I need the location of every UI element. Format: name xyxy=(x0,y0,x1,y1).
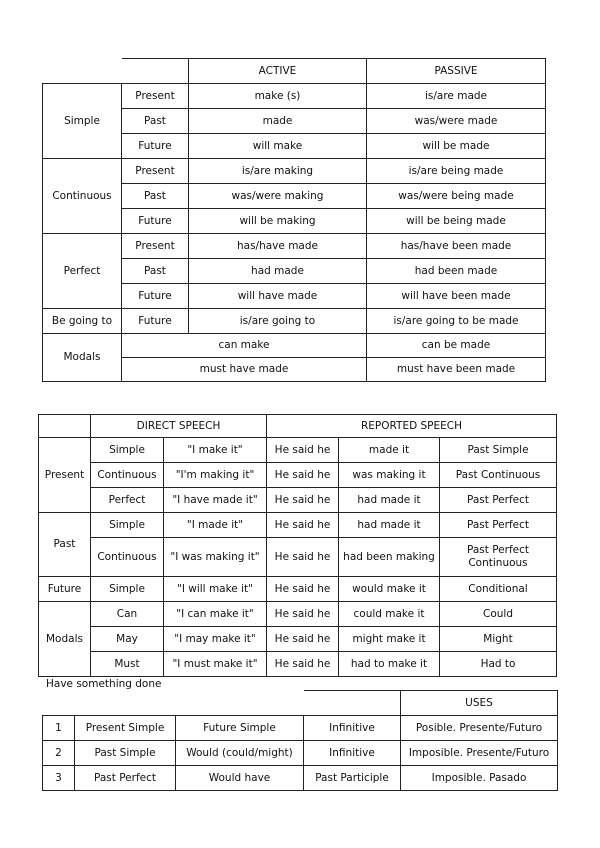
passive-cell: will be being made xyxy=(367,209,546,234)
tense-cell: Past Perfect xyxy=(440,513,557,538)
blank-cell xyxy=(43,59,122,84)
group-present: Present xyxy=(39,438,91,513)
passive-cell: is/are going to be made xyxy=(367,309,546,334)
tense-cell: Past xyxy=(122,184,189,209)
passive-cell: is/are being made xyxy=(367,159,546,184)
blank-cell xyxy=(75,691,176,716)
tense-cell: Present Simple xyxy=(75,716,176,741)
form-cell: Continuous xyxy=(91,538,164,577)
tense-cell: Might xyxy=(440,627,557,652)
group-future: Future xyxy=(39,577,91,602)
reported-cell: was making it xyxy=(339,463,440,488)
reported-speech-table xyxy=(38,414,557,677)
group-going-to: Be going to xyxy=(43,309,122,334)
form-cell: Simple xyxy=(91,438,164,463)
said-cell: He said he xyxy=(267,488,339,513)
blank-cell xyxy=(304,691,401,716)
active-cell: is/are going to xyxy=(189,309,367,334)
reported-cell: would make it xyxy=(339,577,440,602)
direct-cell: "I must make it" xyxy=(164,652,267,677)
aux-cell: Would have xyxy=(176,766,304,791)
tense-cell: Past xyxy=(122,259,189,284)
group-simple: Simple xyxy=(43,84,122,159)
tense-cell: Conditional xyxy=(440,577,557,602)
use-cell: Posible. Presente/Futuro xyxy=(401,716,558,741)
tense-cell: Past xyxy=(122,109,189,134)
blank-cell xyxy=(176,691,304,716)
verb-cell: Infinitive xyxy=(304,716,401,741)
group-past: Past xyxy=(39,513,91,577)
row-number: 1 xyxy=(43,716,75,741)
form-cell: Perfect xyxy=(91,488,164,513)
said-cell: He said he xyxy=(267,602,339,627)
active-cell: will make xyxy=(189,134,367,159)
tense-cell: Could xyxy=(440,602,557,627)
active-cell: will be making xyxy=(189,209,367,234)
tense-cell: Present xyxy=(122,84,189,109)
active-cell: make (s) xyxy=(189,84,367,109)
passive-cell: has/have been made xyxy=(367,234,546,259)
active-header: ACTIVE xyxy=(189,59,367,84)
group-modals: Modals xyxy=(43,334,122,382)
modal-passive-cell: can be made xyxy=(367,334,546,358)
use-cell: Imposible. Presente/Futuro xyxy=(401,741,558,766)
active-cell: will have made xyxy=(189,284,367,309)
direct-cell: "I may make it" xyxy=(164,627,267,652)
said-cell: He said he xyxy=(267,513,339,538)
modal-passive-cell: must have been made xyxy=(367,358,546,382)
tense-cell: Past Perfect Continuous xyxy=(440,538,557,577)
reported-cell: might make it xyxy=(339,627,440,652)
active-cell: made xyxy=(189,109,367,134)
group-modals: Modals xyxy=(39,602,91,677)
direct-cell: "I have made it" xyxy=(164,488,267,513)
reported-cell: had been making xyxy=(339,538,440,577)
reported-cell: could make it xyxy=(339,602,440,627)
row-number: 3 xyxy=(43,766,75,791)
tense-cell: Future xyxy=(122,134,189,159)
reported-speech-header: REPORTED SPEECH xyxy=(267,415,557,438)
tense-cell: Past Perfect xyxy=(75,766,176,791)
form-cell: Continuous xyxy=(91,463,164,488)
have-something-done-title: Have something done xyxy=(46,678,162,690)
passive-cell: will have been made xyxy=(367,284,546,309)
uses-header: USES xyxy=(401,691,558,716)
said-cell: He said he xyxy=(267,463,339,488)
said-cell: He said he xyxy=(267,538,339,577)
direct-cell: "I will make it" xyxy=(164,577,267,602)
blank-cell xyxy=(39,415,91,438)
said-cell: He said he xyxy=(267,627,339,652)
active-cell: is/are making xyxy=(189,159,367,184)
passive-header: PASSIVE xyxy=(367,59,546,84)
modal-active-cell: can make xyxy=(122,334,367,358)
direct-cell: "I can make it" xyxy=(164,602,267,627)
active-passive-table xyxy=(42,58,546,382)
form-cell: Simple xyxy=(91,513,164,538)
tense-cell: Had to xyxy=(440,652,557,677)
said-cell: He said he xyxy=(267,652,339,677)
said-cell: He said he xyxy=(267,438,339,463)
form-cell: May xyxy=(91,627,164,652)
passive-cell: is/are made xyxy=(367,84,546,109)
form-cell: Simple xyxy=(91,577,164,602)
direct-cell: "I'm making it" xyxy=(164,463,267,488)
passive-cell: had been made xyxy=(367,259,546,284)
blank-cell xyxy=(43,691,75,716)
tense-cell: Past Simple xyxy=(440,438,557,463)
group-continuous: Continuous xyxy=(43,159,122,234)
direct-speech-header: DIRECT SPEECH xyxy=(91,415,267,438)
tense-cell: Future xyxy=(122,309,189,334)
direct-cell: "I made it" xyxy=(164,513,267,538)
said-cell: He said he xyxy=(267,577,339,602)
reported-cell: had made it xyxy=(339,488,440,513)
passive-cell: will be made xyxy=(367,134,546,159)
direct-cell: "I was making it" xyxy=(164,538,267,577)
tense-cell: Past Simple xyxy=(75,741,176,766)
have-something-done-table xyxy=(42,690,558,791)
group-perfect: Perfect xyxy=(43,234,122,309)
form-cell: Can xyxy=(91,602,164,627)
tense-cell: Past Perfect xyxy=(440,488,557,513)
tense-cell: Future xyxy=(122,209,189,234)
active-cell: had made xyxy=(189,259,367,284)
tense-cell: Present xyxy=(122,234,189,259)
reported-cell: had to make it xyxy=(339,652,440,677)
direct-cell: "I make it" xyxy=(164,438,267,463)
verb-cell: Infinitive xyxy=(304,741,401,766)
blank-cell xyxy=(122,59,189,84)
aux-cell: Would (could/might) xyxy=(176,741,304,766)
active-cell: has/have made xyxy=(189,234,367,259)
tense-cell: Future xyxy=(122,284,189,309)
passive-cell: was/were being made xyxy=(367,184,546,209)
aux-cell: Future Simple xyxy=(176,716,304,741)
reported-cell: made it xyxy=(339,438,440,463)
modal-active-cell: must have made xyxy=(122,358,367,382)
tense-cell: Past Continuous xyxy=(440,463,557,488)
row-number: 2 xyxy=(43,741,75,766)
reported-cell: had made it xyxy=(339,513,440,538)
form-cell: Must xyxy=(91,652,164,677)
passive-cell: was/were made xyxy=(367,109,546,134)
tense-cell: Present xyxy=(122,159,189,184)
use-cell: Imposible. Pasado xyxy=(401,766,558,791)
verb-cell: Past Participle xyxy=(304,766,401,791)
active-cell: was/were making xyxy=(189,184,367,209)
